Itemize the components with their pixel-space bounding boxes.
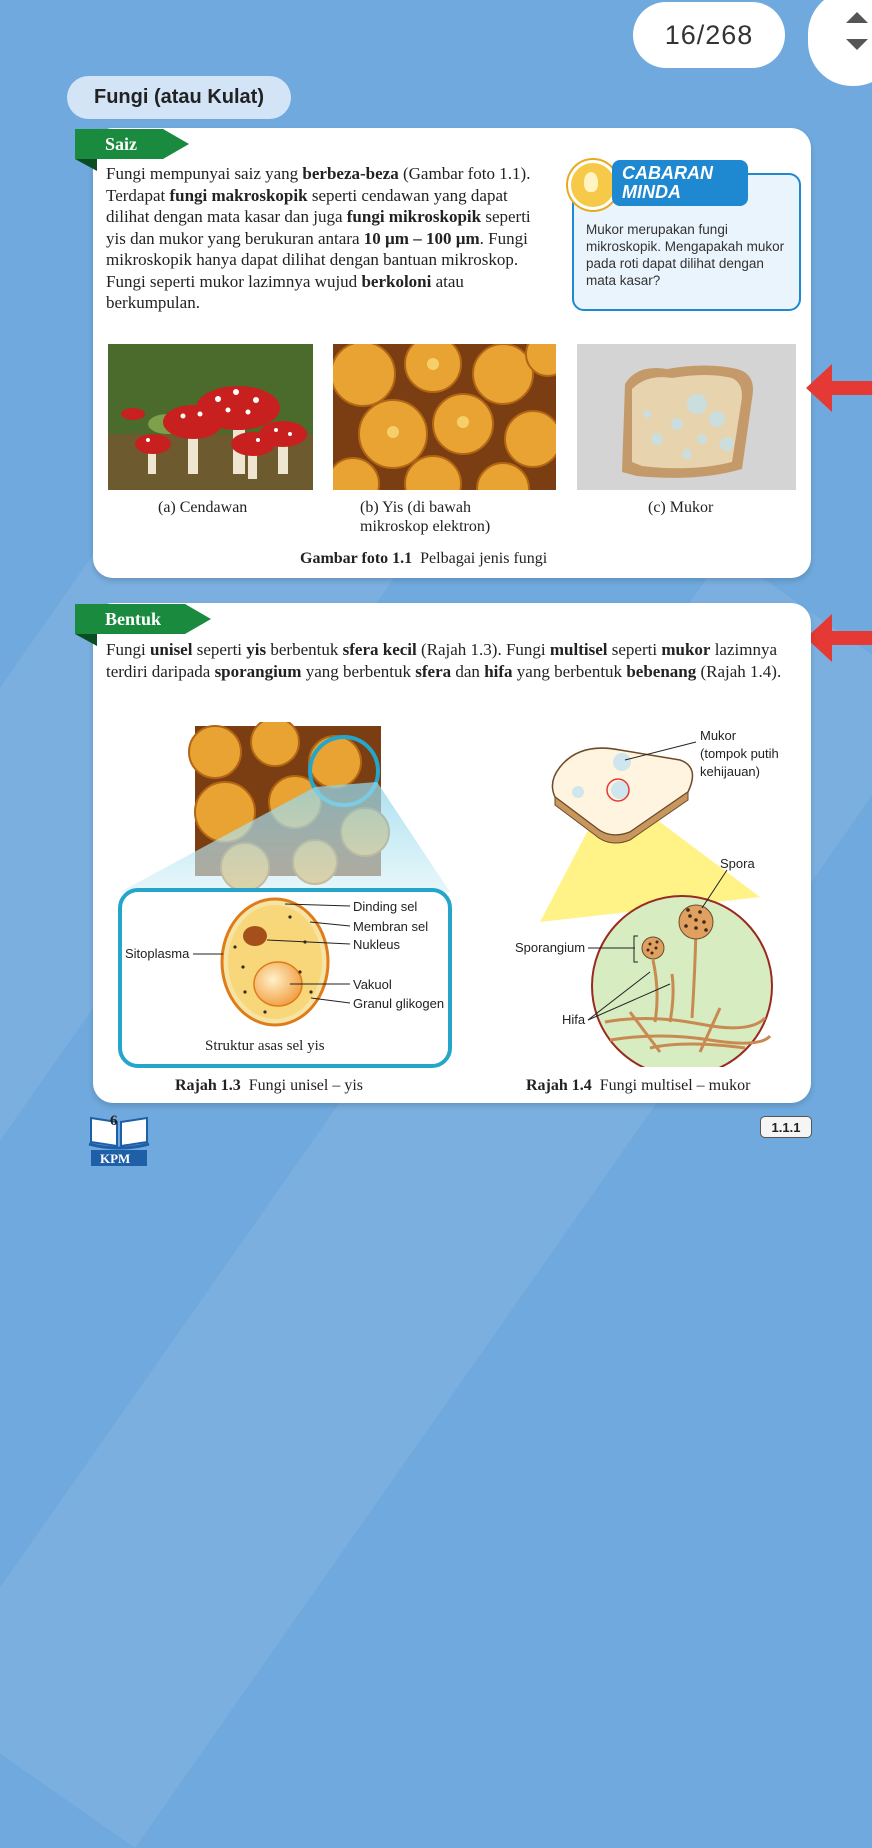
- text-run: seperti: [607, 640, 662, 659]
- caption-mukor: (c) Mukor: [648, 499, 714, 516]
- bold-term: mukor: [661, 640, 711, 659]
- text-run: seperti cendawan yang dapat dilihat dengan mata kasar dan juga: [106, 185, 508, 226]
- text-run: Fungi mempunyai saiz yang: [106, 164, 303, 183]
- bold-term: yis: [246, 640, 267, 659]
- bold-term: berkoloni: [361, 271, 432, 291]
- text-run: berbentuk: [266, 640, 343, 659]
- red-arrow-icon: [806, 614, 872, 662]
- label-mukor-note-2: kehijauan): [700, 764, 760, 779]
- bold-term: sporangium: [214, 661, 302, 681]
- bold-term: sfera: [415, 661, 452, 681]
- text-run: lazimnya terdiri daripada: [106, 640, 778, 681]
- text-run: yang berbentuk: [512, 661, 627, 681]
- text-run: yang berbentuk: [301, 661, 416, 681]
- label-sporangium: Sporangium: [515, 940, 586, 955]
- bold-term: fungi mikroskopik: [346, 207, 482, 226]
- bold-term: 10 µm – 100 µm: [363, 228, 480, 248]
- bold-term: hifa: [484, 661, 513, 681]
- text-run: (Gambar foto 1.1). Terdapat: [106, 164, 531, 205]
- text-run: Fungi: [106, 640, 150, 659]
- text-run: seperti yis dan mukor yang berukuran antara: [106, 207, 531, 248]
- bold-term: fungi makroskopik: [169, 185, 308, 205]
- bold-term: berbeza-beza: [302, 164, 399, 183]
- tag-fold: [75, 634, 97, 646]
- label-granul-glikogen: Granul glikogen: [353, 996, 445, 1011]
- section-tag-bentuk: Bentuk: [75, 604, 185, 634]
- cabaran-minda-question: Mukor merupakan fungi mikroskopik. Mengapakah mukor pada roti dapat dilihat dengan mata kasar?: [586, 222, 785, 288]
- page-indicator: 16/268: [633, 2, 785, 68]
- figure-caption-photo: Gambar foto 1.1 Pelbagai jenis fungi: [300, 550, 548, 567]
- page-number: 6: [110, 1113, 118, 1129]
- label-mukor-note-1: (tompok putih: [700, 746, 779, 761]
- label-vakuol: Vakuol: [353, 977, 392, 992]
- cabaran-minda-heading: CABARAN MINDA: [612, 160, 748, 206]
- text-run: . Fungi mikroskopik hanya dapat dilihat dengan bantuan mikroskop. Fungi seperti mukor lazimnya wujud: [106, 228, 528, 291]
- kpm-label: KPM: [100, 1151, 131, 1166]
- chevron-down-icon[interactable]: [846, 39, 868, 50]
- page-nav[interactable]: [808, 0, 872, 86]
- lightbulb-icon: [568, 160, 618, 210]
- bold-term: unisel: [149, 640, 193, 659]
- yeast-structure-title: Struktur asas sel yis: [205, 1038, 325, 1054]
- label-membran-sel: Membran sel: [353, 919, 429, 934]
- photo-mukor: [577, 344, 796, 490]
- figure-caption-rajah-1-4: Rajah 1.4 Fungi multisel – mukor: [526, 1077, 751, 1094]
- text-run: (Rajah 1.4).: [696, 661, 782, 681]
- photo-yis: [333, 344, 556, 490]
- text-run: seperti: [192, 640, 247, 659]
- section-tag-saiz: Saiz: [75, 129, 163, 159]
- section-code: 1.1.1: [760, 1116, 812, 1138]
- tag-fold: [75, 159, 97, 171]
- label-nukleus: Nukleus: [353, 937, 400, 952]
- bold-term: bebenang: [626, 661, 697, 681]
- figure-caption-rajah-1-3: Rajah 1.3 Fungi unisel – yis: [175, 1077, 364, 1094]
- chevron-up-icon[interactable]: [846, 12, 868, 23]
- bold-term: sfera kecil: [342, 640, 417, 659]
- text-run: (Rajah 1.3). Fungi: [416, 640, 550, 659]
- yeast-diagram: [115, 722, 460, 1070]
- saiz-paragraph: [106, 163, 536, 314]
- label-dinding-sel: Dinding sel: [353, 899, 418, 914]
- text-run: dan: [451, 661, 485, 681]
- photo-cendawan: [108, 344, 313, 490]
- label-sitoplasma: Sitoplasma: [125, 946, 190, 961]
- caption-yis: (b) Yis (di bawah mikroskop elektron): [360, 499, 491, 535]
- topic-title: Fungi (atau Kulat): [67, 76, 291, 119]
- red-arrow-icon: [806, 364, 872, 412]
- caption-cendawan: (a) Cendawan: [158, 499, 248, 516]
- bold-term: multisel: [549, 640, 608, 659]
- text-run: atau berkumpulan.: [106, 271, 464, 312]
- bentuk-paragraph: [106, 639, 796, 682]
- mucor-diagram: [510, 722, 795, 1067]
- label-spora: Spora: [720, 856, 755, 871]
- label-hifa: Hifa: [562, 1012, 586, 1027]
- label-mukor: Mukor: [700, 728, 737, 743]
